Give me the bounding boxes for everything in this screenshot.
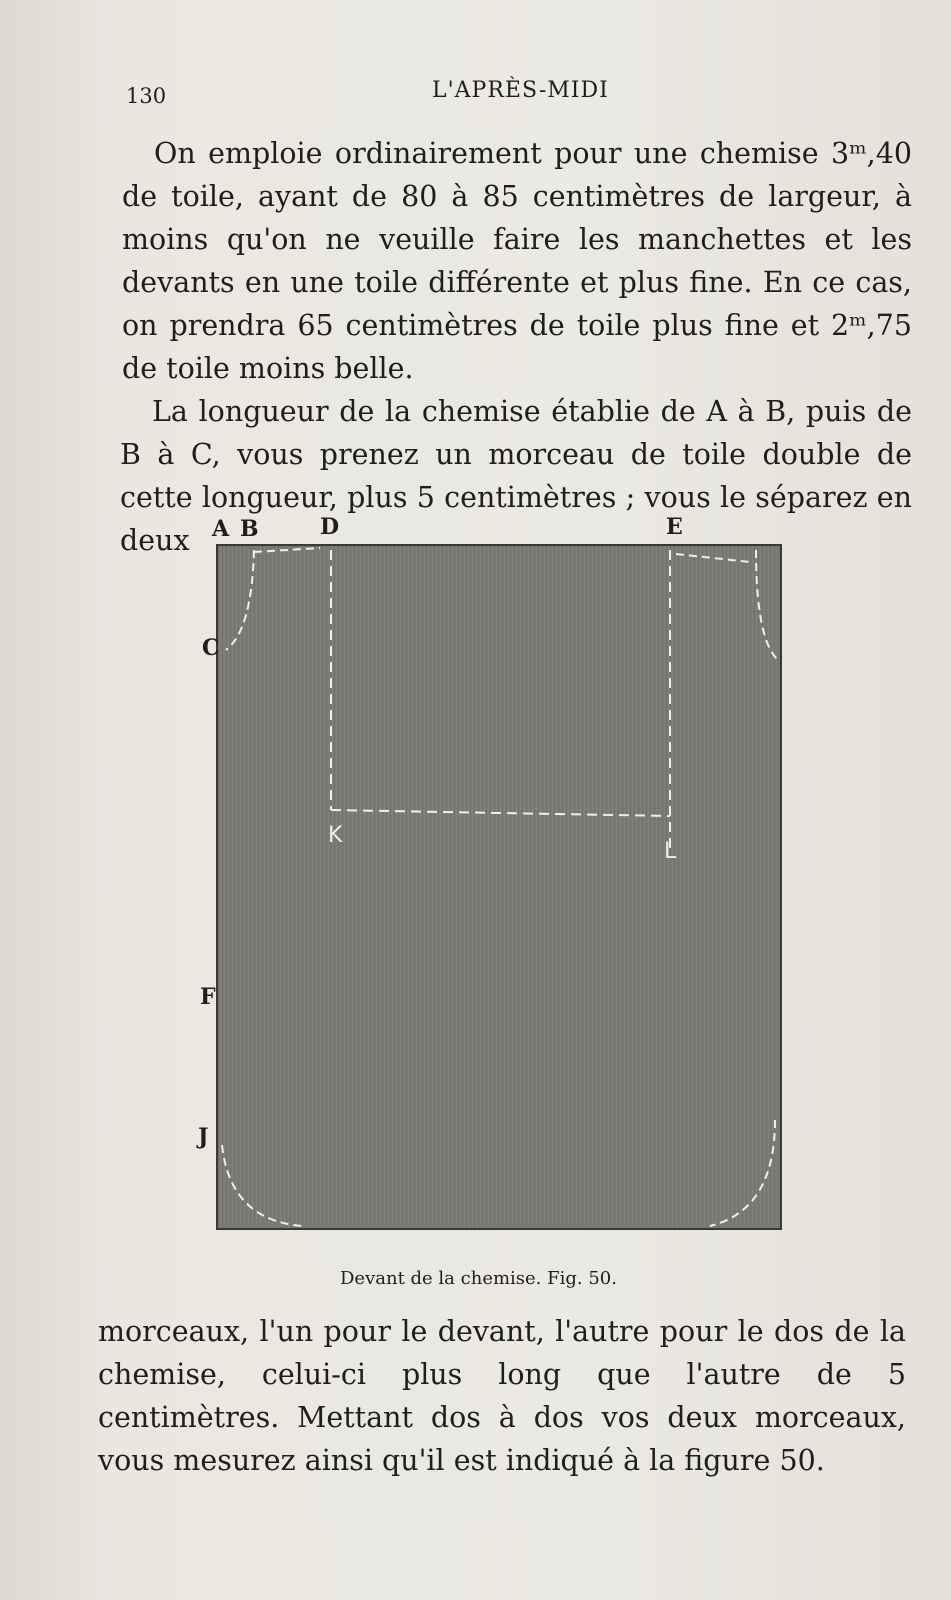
label-k: K [328, 823, 343, 848]
label-l: L [664, 839, 677, 864]
paragraph-2: La longueur de la chemise établie de A à B, puis de B à C, vous prenez un morceau de toile double de cette longueur, plus 5 centimètres ; vous le séparez en deux [120, 395, 912, 557]
label-f: F [200, 984, 216, 1010]
label-e: E [666, 514, 683, 540]
label-j: J [198, 1124, 209, 1150]
label-d: D [320, 514, 340, 540]
running-title: L'APRÈS-MIDI [432, 78, 609, 103]
paragraph-1: On emploie ordinairement pour une chemise 3ᵐ,40 de toile, ayant de 80 à 85 centimètres de largeur, à moins qu'on ne veuille faire les manchettes et les devants en une toile différente et plus fine. En ce cas, on prendra 65 centimètres de toile plus fine et 2ᵐ,75 de toile moins belle. [122, 137, 912, 385]
fabric-panel [217, 545, 781, 1229]
figure-50 [190, 514, 810, 1300]
label-c: C [202, 635, 220, 661]
paragraph-3: morceaux, l'un pour le devant, l'autre pour le dos de la chemise, celui-ci plus long que l'autre de 5 centimètres. Mettant dos à dos vos deux morceaux, vous mesurez ainsi qu'il est indiqué à la figure 50. [98, 1315, 906, 1477]
label-b: B [240, 516, 259, 542]
figure-caption: Devant de la chemise. Fig. 50. [340, 1268, 617, 1289]
shirt-front-pattern [190, 520, 810, 1260]
page-number: 130 [126, 84, 167, 108]
running-head [0, 78, 951, 108]
label-a: A [212, 516, 230, 542]
